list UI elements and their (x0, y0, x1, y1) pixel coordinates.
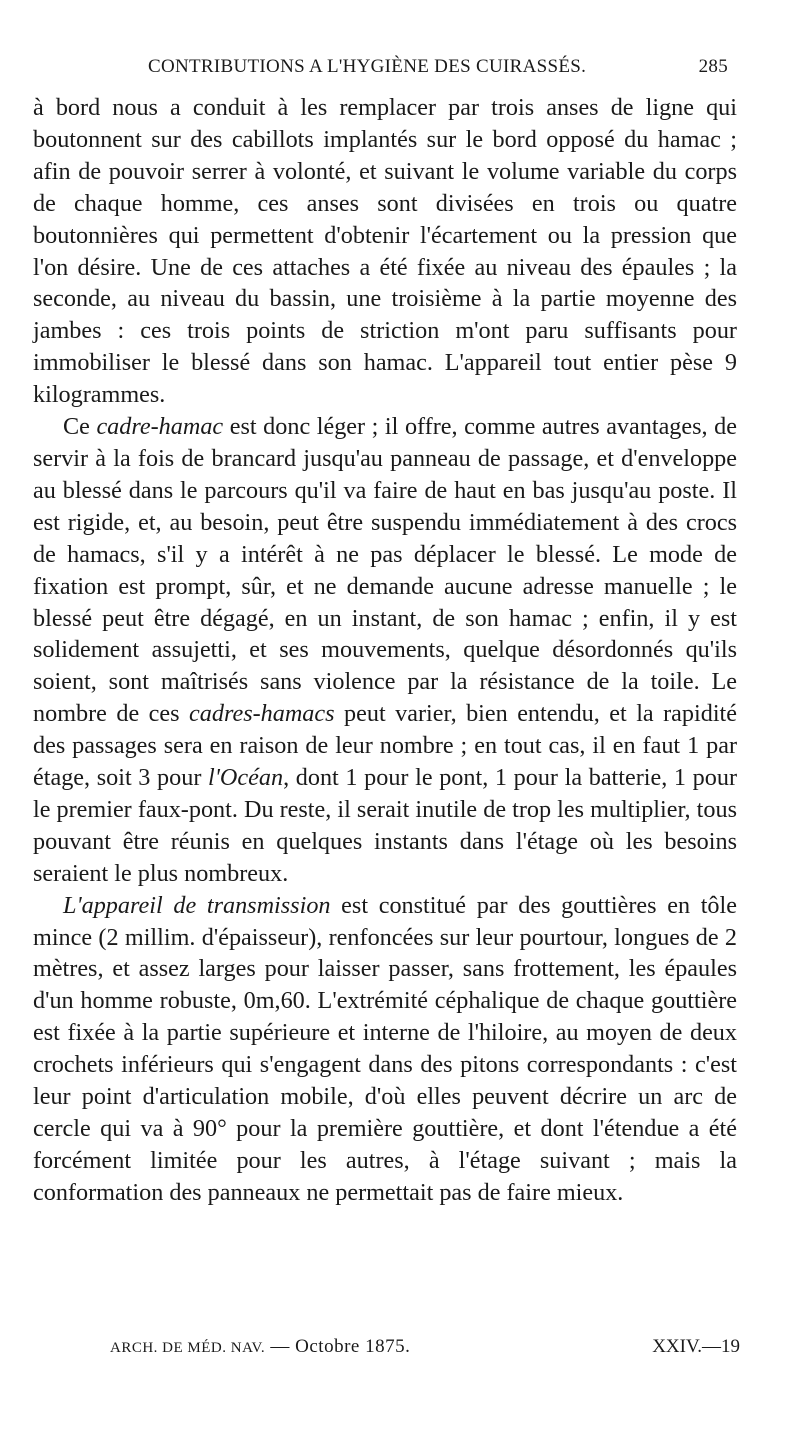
italic-text: cadre-hamac (96, 413, 224, 441)
text-run: est constitué par des gouttières en tôle mince (2 millim. d'épaisseur), renfoncées sur leur pourtour, longues de 2 mètres, et assez larges pour laisser passer, sans frottement, les épaules d'un homme robuste, 0m,60. L'extrémité céphalique de chaque gouttière est fixée à la partie supérieure et interne de l'hiloire, au moyen de deux crochets inférieurs qui s'engagent dans des pitons correspondants : c'est leur point d'articulation mobile, d'où elles peuvent décrire un arc de cercle qui va à 90° pour la première gouttière, et dont l'étendue a été forcément limitée pour les autres, à l'étage suivant ; mais la conformation des panneaux ne permettait pas de faire mieux. (33, 891, 737, 1206)
paragraph-1 (33, 92, 737, 411)
journal-date: Octobre 1875. (295, 1336, 411, 1357)
italic-text: L'appareil de transmission (63, 891, 331, 919)
text-run: à bord nous a conduit à les remplacer par trois anses de ligne qui boutonnent sur des cabillots implantés sur le bord opposé du hamac ; afin de pouvoir serrer à volonté, et suivant le volume variable du corps de chaque homme, ces anses sont divisées en trois ou quatre boutonnières qui permettent d'obtenir l'écartement ou la pression que l'on désire. Une de ces attaches a été fixée au niveau des épaules ; la seconde, au niveau du bassin, une troisième à la partie moyenne des jambes : ces trois points de striction m'ont paru suffisants pour immobiliser le blessé dans son hamac. L'appareil tout entier pèse 9 kilogrammes. (33, 94, 737, 409)
text-run: , dont 1 pour le pont, 1 pour la batterie, 1 pour le premier faux-pont. Du reste, il serait inutile de trop les multiplier, tous pouvant être réunis en quelques instants dans l'étage où les besoins seraient le plus nombreux. (33, 764, 738, 887)
page-number: 285 (698, 56, 728, 77)
paragraph-2 (33, 411, 737, 890)
italic-text: cadres-hamacs (189, 700, 335, 728)
text-run: peut varier, bien entendu, et la rapidité des passages sera en raison de leur nombre ; en tout cas, il en faut 1 par étage, soit 3 pour (33, 700, 737, 792)
italic-text: l'Océan (208, 764, 284, 792)
page-footer (110, 1336, 740, 1366)
text-run: Ce (63, 413, 97, 441)
signature-mark: XXIV.—19 (652, 1336, 740, 1357)
paragraph-3 (33, 890, 737, 1209)
journal-reference (110, 1336, 410, 1358)
journal-abbrev: ARCH. DE MÉD. NAV. (110, 1340, 266, 1356)
text-run: est donc léger ; il offre, comme autres avantages, de servir à la fois de brancard jusqu'au panneau de passage, et d'enveloppe au blessé dans le parcours qu'il va faire de haut en bas jusqu'au poste. Il est rigide, et, au besoin, peut être suspendu immédiatement à des crocs de hamacs, s'il y a intérêt à ne pas déplacer le blessé. Le mode de fixation est prompt, sûr, et ne demande aucune adresse manuelle ; le blessé peut être dégagé, en un instant, de son hamac ; enfin, il y est solidement assujetti, et ses mouvements, quelque désordonnés qu'ils soient, sont maîtrisés sans violence par la résistance de la toile. Le nombre de ces (33, 413, 737, 728)
running-title: CONTRIBUTIONS A L'HYGIÈNE DES CUIRASSÉS. (148, 56, 587, 77)
page-header (148, 56, 728, 86)
body-text (33, 92, 737, 1209)
journal-dash: — (265, 1336, 296, 1357)
